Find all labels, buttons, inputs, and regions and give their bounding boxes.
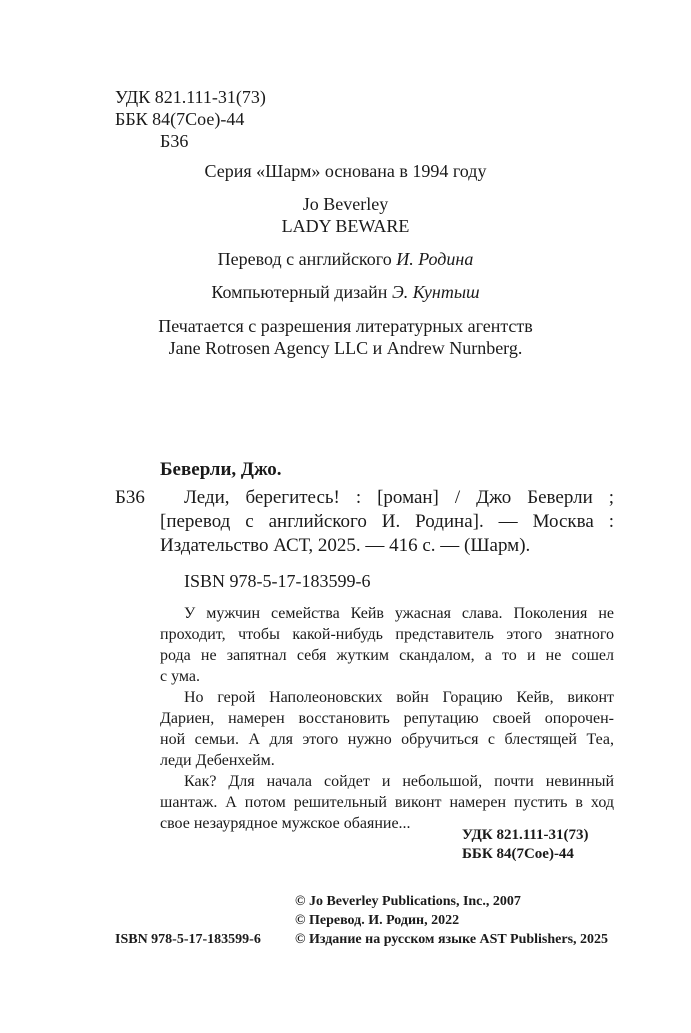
annotation-line: У мужчин семейства Кейв ужасная слава. Поколения не xyxy=(184,605,614,622)
translation-credit xyxy=(0,248,691,270)
bib-line: Издательство АСТ, 2025. — 416 с. — (Шарм). xyxy=(160,535,531,556)
author-mark: Б36 xyxy=(160,131,189,151)
udk-code: УДК 821.111-31(73) xyxy=(115,87,266,107)
translator-name: И. Родина xyxy=(396,249,474,269)
bottom-codes xyxy=(462,826,589,864)
copyright-line: © Перевод. И. Родин, 2022 xyxy=(295,913,460,928)
bottom-udk-code: УДК 821.111-31(73) xyxy=(462,827,589,843)
bottom-bbk-code: ББК 84(7Сое)-44 xyxy=(462,846,574,862)
annotation-line: Дариен, намерен восстановить репутацию своей опорочен- xyxy=(160,710,614,727)
classification-codes xyxy=(115,86,266,152)
annotation xyxy=(160,603,614,834)
design-prefix: Компьютерный дизайн xyxy=(211,282,392,302)
bib-isbn: ISBN 978-5-17-183599-6 xyxy=(184,571,371,591)
annotation-line: с ума. xyxy=(160,668,201,685)
bib-heading: Беверли, Джо. xyxy=(160,459,282,480)
bib-description xyxy=(160,486,614,558)
permission-line-1: Печатается с разрешения литературных агентств xyxy=(158,316,533,336)
original-title: LADY BEWARE xyxy=(281,216,410,236)
permission-line-2: Jane Rotrosen Agency LLC и Andrew Nurnberg. xyxy=(168,338,523,358)
original-author: Jo Beverley xyxy=(302,194,389,214)
translation-prefix: Перевод с английского xyxy=(217,249,397,269)
bbk-code: ББК 84(7Сое)-44 xyxy=(115,109,245,129)
annotation-line: свое незаурядное мужское обаяние... xyxy=(160,815,411,832)
annotation-line: Но герой Наполеоновских войн Горацию Кейв, виконт xyxy=(184,689,614,706)
footer-isbn: ISBN 978-5-17-183599-6 xyxy=(115,932,261,947)
designer-name: Э. Кунтыш xyxy=(391,282,480,302)
annotation-line: Как? Для начала сойдет и небольшой, почти невинный xyxy=(184,773,614,790)
annotation-line: ной семьи. А для этого нужно обручиться с блестящей Теа, xyxy=(160,731,614,748)
copyright-line: © Издание на русском языке AST Publishers, 2025 xyxy=(295,932,609,947)
bib-line: [перевод с английского И. Родина]. — Москва : xyxy=(160,511,614,532)
design-credit xyxy=(0,281,691,303)
series-note: Серия «Шарм» основана в 1994 году xyxy=(204,161,487,181)
bib-mark: Б36 xyxy=(115,487,145,508)
annotation-line: проходит, чтобы какой-нибудь представитель этого знатного xyxy=(160,626,614,643)
annotation-line: рода не запятнал себя жутким скандалом, а то и не сошел xyxy=(160,647,614,664)
bib-line: Леди, берегитесь! : [роман] / Джо Беверли ; xyxy=(184,487,614,508)
annotation-line: леди Дебенхейм. xyxy=(160,752,275,769)
copyright-line: © Jo Beverley Publications, Inc., 2007 xyxy=(295,894,521,909)
annotation-line: шантаж. А потом решительный виконт намерен пустить в ход xyxy=(160,794,614,811)
copyright-block xyxy=(295,892,608,949)
